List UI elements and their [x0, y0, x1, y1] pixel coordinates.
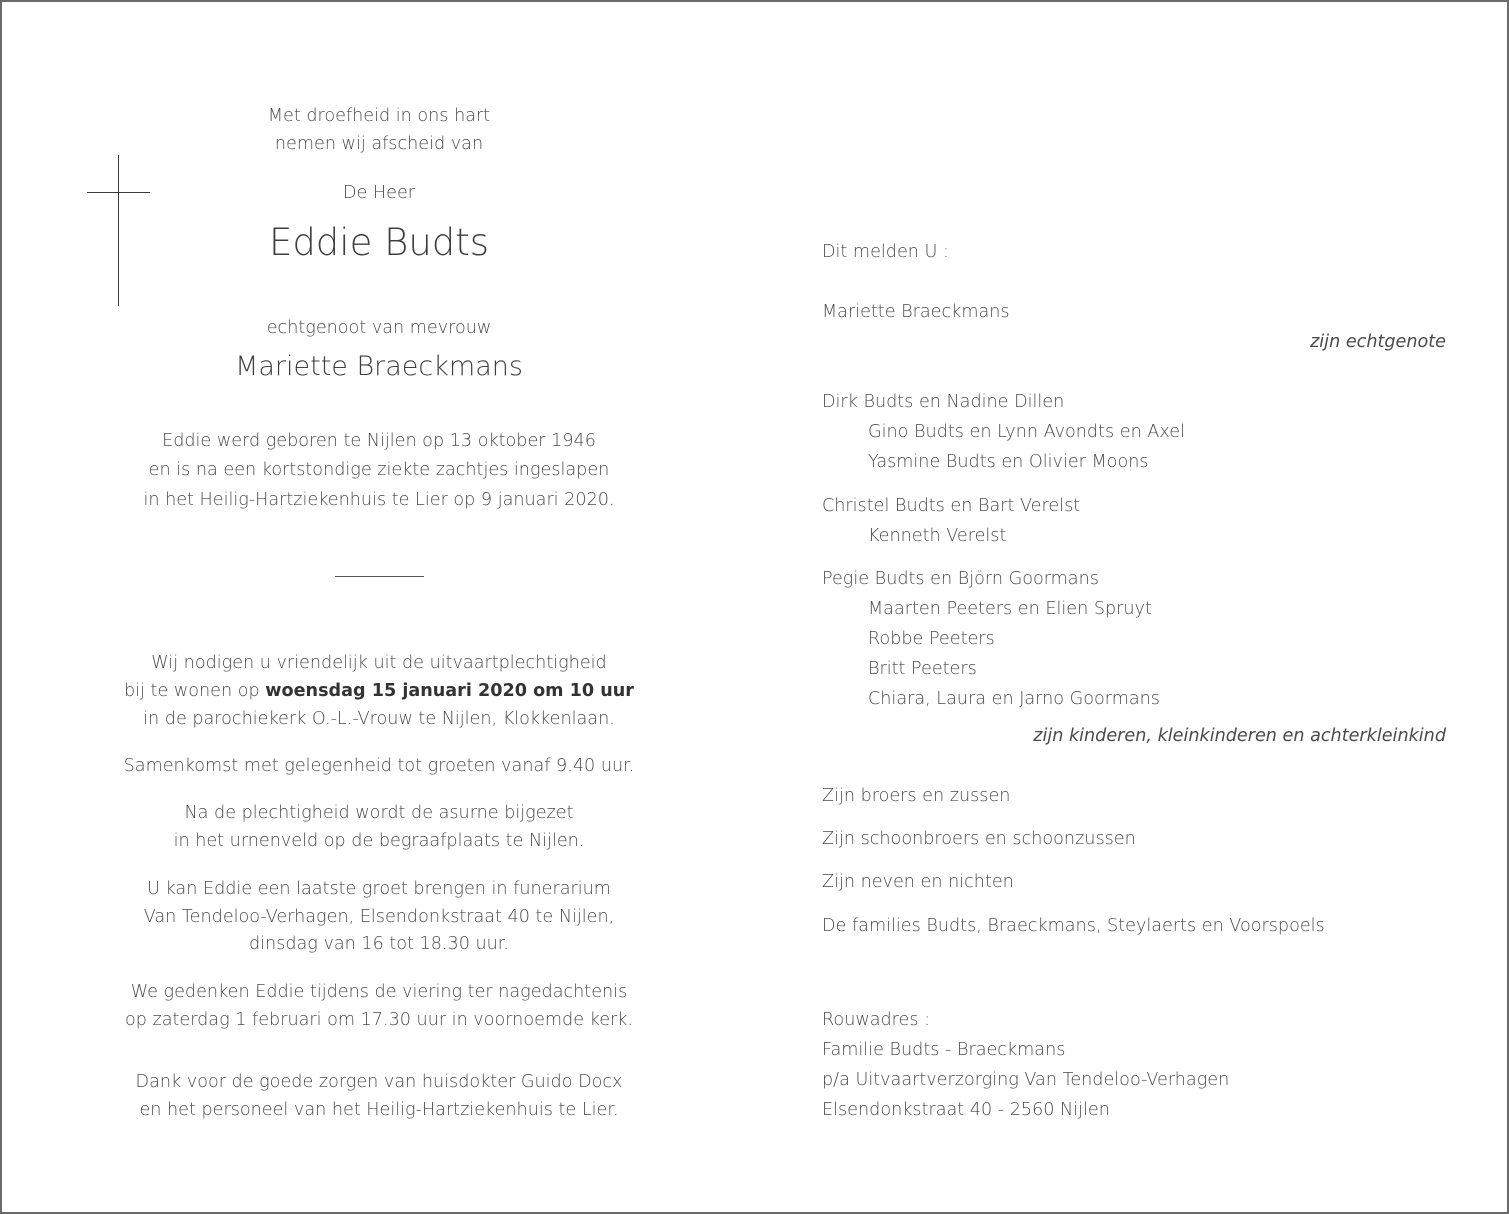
right-column [822, 2, 1446, 1212]
relatives-line: Zijn neven en nichten [822, 872, 1014, 892]
grandchild: Robbe Peeters [868, 629, 995, 649]
address-line: Elsendonkstraat 40 - 2560 Nijlen [822, 1100, 1110, 1120]
left-column [92, 2, 666, 1212]
title: De Heer [342, 183, 416, 203]
intro-line: Met droefheid in ons hart [267, 106, 491, 126]
visit-line: U kan Eddie een laatste groet brengen in funerarium [147, 879, 611, 899]
ceremony-date: woensdag 15 januari 2020 om 10 uur [265, 681, 634, 701]
urn-line: Na de plechtigheid wordt de asurne bijgezet [184, 803, 574, 823]
memorial-line: We gedenken Eddie tijdens de viering ter nagedachtenis [130, 982, 628, 1002]
invite-line: Wij nodigen u vriendelijk uit de uitvaartplechtigheid [151, 653, 607, 673]
invite-line: bij te wonen op woensdag 15 januari 2020 om 10 uur [124, 681, 634, 701]
grandchild: Kenneth Verelst [868, 526, 1007, 546]
grandchild: Yasmine Budts en Olivier Moons [868, 452, 1149, 472]
thanks-line: en het personeel van het Heilig-Hartziekenhuis te Lier. [139, 1100, 619, 1120]
relation-label: zijn echtgenote [1310, 332, 1446, 352]
visit-line: Van Tendeloo-Verhagen, Elsendonkstraat 40 te Nijlen, [143, 907, 615, 927]
family-member: Mariette Braeckmans [822, 302, 1010, 322]
announce-line: Dit melden U : [822, 242, 949, 262]
thanks-line: Dank voor de goede zorgen van huisdokter Guido Docx [135, 1072, 623, 1092]
family-member: Christel Budts en Bart Verelst [822, 496, 1081, 516]
spouse-intro: echtgenoot van mevrouw [266, 318, 492, 338]
grandchild: Gino Budts en Lynn Avondts en Axel [868, 422, 1185, 442]
family-member: Dirk Budts en Nadine Dillen [822, 392, 1065, 412]
birth-line: in het Heilig-Hartziekenhuis te Lier op 9 januari 2020. [143, 490, 615, 510]
divider [335, 576, 424, 577]
birth-line: Eddie werd geboren te Nijlen op 13 oktober 1946 [162, 431, 596, 451]
relatives-line: Zijn broers en zussen [822, 786, 1011, 806]
address-line: p/a Uitvaartverzorging Van Tendeloo-Verhagen [822, 1070, 1230, 1090]
gathering-line: Samenkomst met gelegenheid tot groeten vanaf 9.40 uur. [123, 756, 635, 776]
grandchild: Maarten Peeters en Elien Spruyt [868, 599, 1152, 619]
grandchild: Chiara, Laura en Jarno Goormans [868, 689, 1160, 709]
visit-line: dinsdag van 16 tot 18.30 uur. [248, 934, 509, 954]
invite-line: in de parochiekerk O.-L.-Vrouw te Nijlen, Klokkenlaan. [143, 709, 615, 729]
memorial-line: op zaterdag 1 februari om 17.30 uur in voornoemde kerk. [124, 1010, 634, 1030]
relatives-line: De families Budts, Braeckmans, Steylaerts en Voorspoels [822, 916, 1325, 936]
intro-line: nemen wij afscheid van [274, 134, 484, 154]
relatives-line: Zijn schoonbroers en schoonzussen [822, 829, 1136, 849]
spouse-name: Mariette Braeckmans [235, 351, 523, 382]
address-line: Familie Budts - Braeckmans [822, 1040, 1066, 1060]
relation-label: zijn kinderen, kleinkinderen en achterkleinkind [1033, 726, 1446, 746]
grandchild: Britt Peeters [868, 659, 977, 679]
address-line: Rouwadres : [822, 1010, 931, 1030]
family-member: Pegie Budts en Björn Goormans [822, 569, 1099, 589]
deceased-name: Eddie Budts [268, 221, 490, 264]
birth-line: en is na een kortstondige ziekte zachtjes ingeslapen [148, 460, 610, 480]
urn-line: in het urnenveld op de begraafplaats te Nijlen. [173, 831, 585, 851]
